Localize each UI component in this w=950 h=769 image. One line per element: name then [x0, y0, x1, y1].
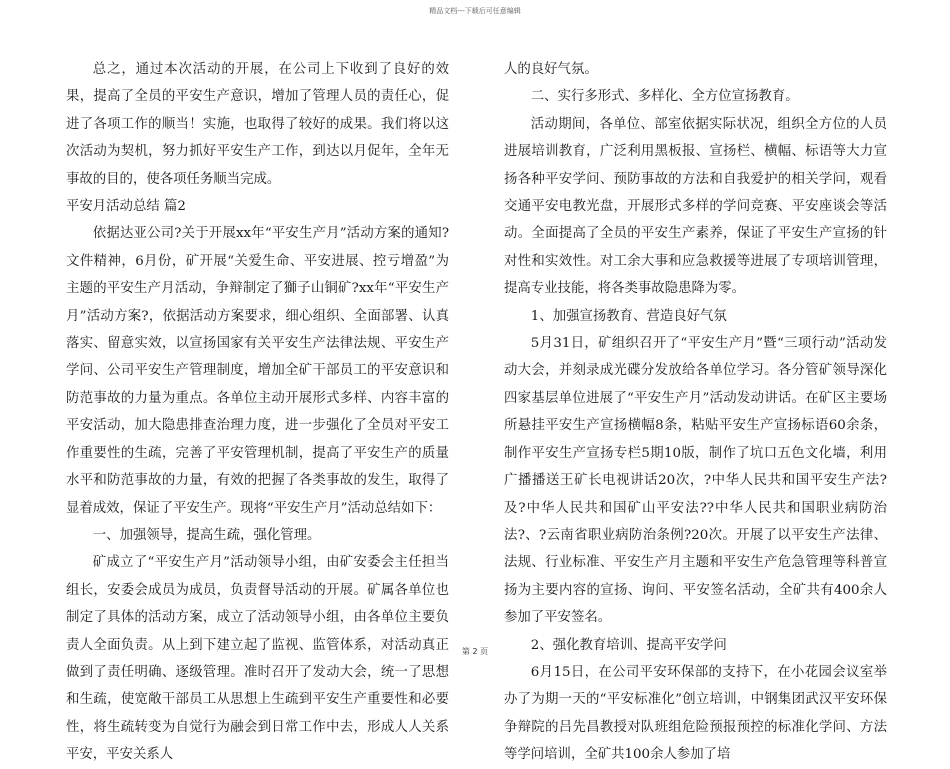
paragraph: 活动期间，各单位、部室依据实际状况，组织全方位的人员进展培训教育，广泛利用黑板报、宣扬栏、横幅、标语等大力宣扬各种平安学问、预防事故的方法和自我爱护的相关学问，观看交通平安电教光盘，开展形式多样的学问竞赛、平安座谈会等活动。全面提高了全员的平安生产素养，保证了平安生产宣扬的针对性和实效性。对工余大事和应急救援等进展了专项培训管理，提高专业技能，将各类事故隐患降为零。: [504, 116, 887, 297]
right-text-column: [504, 56, 887, 769]
left-text-column: [66, 56, 449, 769]
paragraph: 二、实行多形式、多样化、全方位宣扬教育。: [530, 89, 799, 105]
paragraph: 总之，通过本次活动的开展，在公司上下收到了良好的效果，提高了全员的平安生产意识，增加了管理人员的责任心，促进了各项工作的顺当！实施，也取得了较好的成果。我们将以这次活动为契机，努力抓好平安生产工作，到达以月促年，全年无事故的目的，使各项任务顺当完成。: [66, 62, 449, 187]
paragraph: 依据达亚公司?关于开展xx年“平安生产月”活动方案的通知?文件精神，6月份，矿开展“关爱生命、平安进展、控亏增盈”为主题的平安生产月活动，争辩制定了獅子山铜矿?xx年“平安生产月”活动方案?，依据活动方案要求，细心组织、全面部署、认真落实、留意实效，以宣扬国家有关平安生产法律法规、平安生产学问、公司平安生产管理制度，增加全矿干部员工的平安意识和防范事故的力量为重点。各单位主动开展形式多样、内容丰富的平安活动，加大隐患排查治理力度，进一步强化了全员对平安工作重要性的生疏，完善了平安管理机制，提高了平安生产的质量水平和防范事故的力量，有效的把握了各类事故的发生，取得了显着成效，保证了平安生产。现将“平安生产月”活动总结如下：: [66, 226, 449, 516]
paragraph: 平安月活动总结 篇2: [66, 199, 186, 215]
paragraph: 一、加强领导，提高生疏，强化管理。: [92, 527, 321, 543]
paragraph: 6月15日，在公司平安环保部的支持下，在小花园会议室举办了为期一天的“平安标准化”创立培训，中钢集团武汉平安环保争辩院的吕先昌教授对队班组危险预报预控的标准化学问、方法等学问培训，全矿共100余人参加了培: [504, 664, 887, 763]
paragraph: 1、加强宣扬教育、营造良好气氛: [530, 308, 727, 324]
page-header: 精品文档---下载后可任意编辑: [429, 7, 521, 15]
paragraph: 矿成立了“平安生产月”活动领导小组，由矿安委会主任担当组长，安委会成员为成员，负责督导活动的开展。矿属各单位也制定了具体的活动方案，成立了活动领导小组，由各单位主要负责人全面负责。从上到下建立起了监视、监管体系，对活动真正做到了责任明确、逐级管理。准时召开了发动大会，统一了思想和生疏，使宽敞干部员工从思想上生疏到平安生产重要性和必要性，将生疏转变为自觉行为融会到日常工作中去，形成人人关系平安，平安关系人: [66, 555, 449, 763]
page-number: 第 2 页: [461, 647, 489, 656]
paragraph: 2、强化教育培训、提高平安学问: [530, 637, 727, 653]
paragraph: 人的良好气氛。: [504, 62, 598, 77]
paragraph: 5月31日，矿组织召开了“平安生产月”暨“三项行动”活动发动大会，并刻录成光碟分发放给各单位学习。各分管矿领导深化四家基层单位进展了“平安生产月”活动发动讲话。在矿区主要场所悬挂平安生产宣扬横幅8条，粘贴平安生产宣扬标语60余条，制作平安生产宣扬专栏5期10版，制作了坑口五色文化墙，利用广播播送王矿长电视讲话20次，?中华人民共和国平安生产法?及?中华人民共和国矿山平安法??中华人民共和国职业病防治法?、?云南省职业病防治条例?20次。开展了以平安生产法律、法规、行业标准、平安生产月主题和平安生产危急管理等科普宣扬为主要内容的宣扬、询问、平安签名活动，全矿共有400余人参加了平安签名。: [504, 336, 887, 626]
